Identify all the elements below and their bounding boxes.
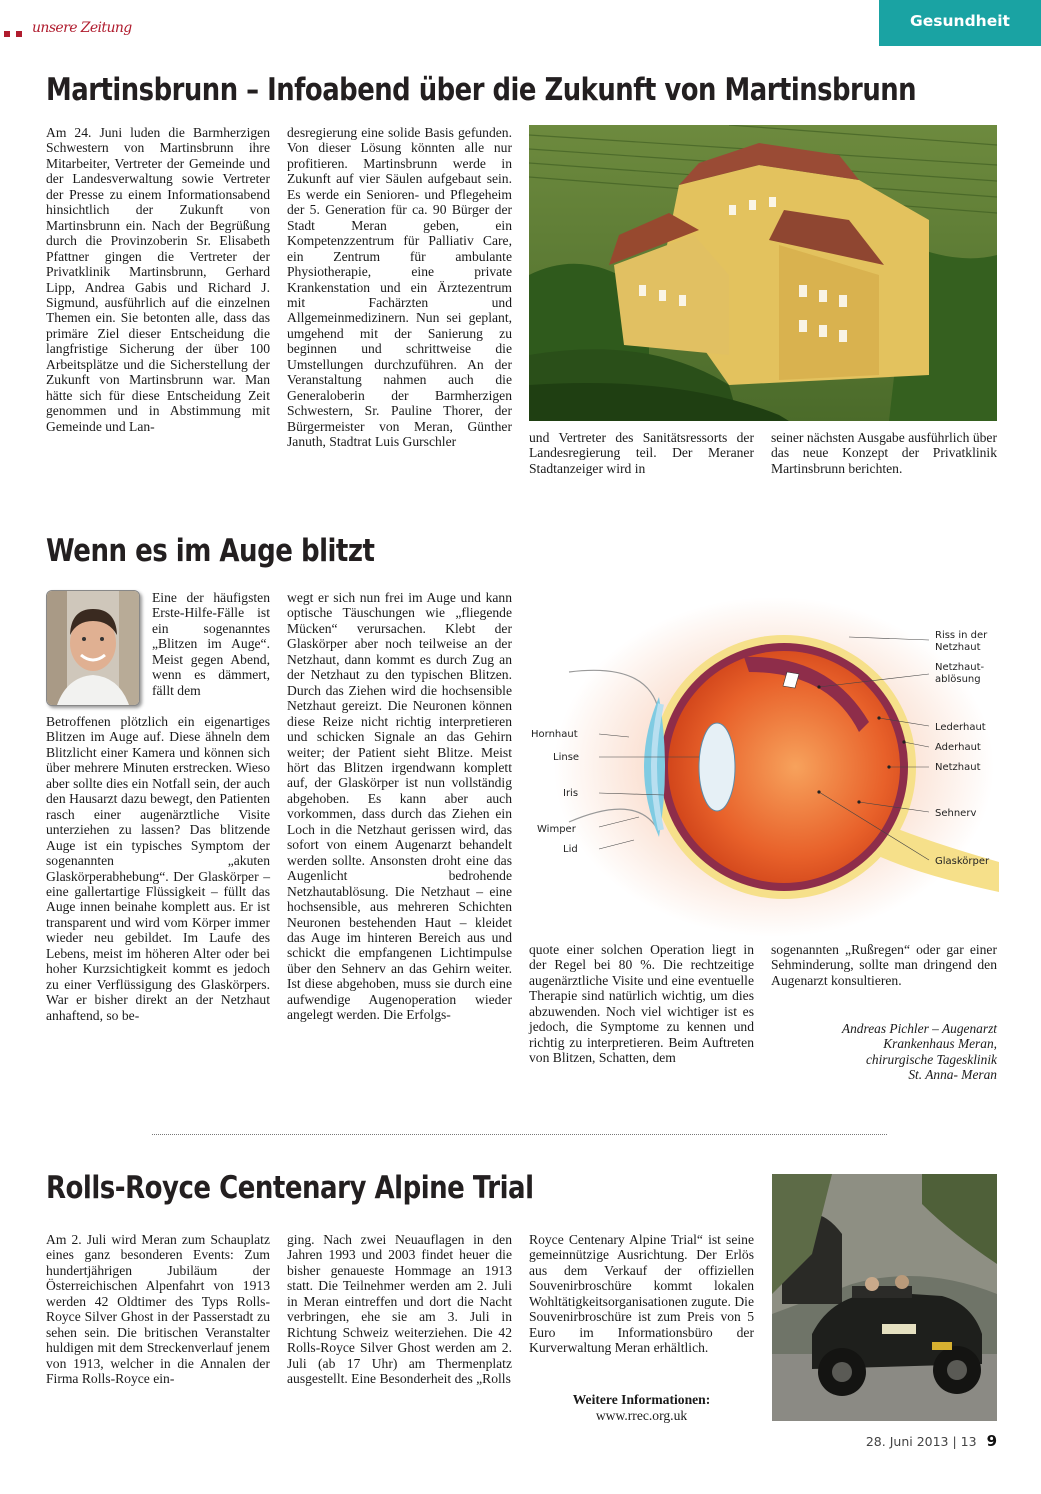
info-box — [529, 1392, 754, 1423]
label-lederhaut: Lederhaut — [935, 722, 986, 733]
logo-square-icon — [4, 31, 10, 37]
article3-col1: Am 2. Juli wird Meran zum Schauplatz eines ganz besonderen Events: Zum hundertjährigen Jubiläum der Österreichischen Alpenfahrt von 1913 werden 42 Oldtimer des Typs Rolls-Royce Silver Ghost in der Passerstadt zu sehen sein. Die britischen Veranstalter huldigen mit dem Streckenverlauf jenem von 1913, welcher in die Annalen der Firma Rolls-Royce ein- — [46, 1232, 270, 1387]
eye-diagram — [529, 592, 999, 942]
label-glaskoerper: Glaskörper — [935, 856, 990, 867]
signature-line: Krankenhaus Meran, — [883, 1036, 997, 1052]
label-aderhaut: Aderhaut — [935, 742, 981, 753]
article2-headline: Wenn es im Auge blitzt — [46, 533, 375, 569]
label-riss-1: Riss in der — [935, 630, 988, 641]
label-iris: Iris — [563, 788, 579, 799]
article1-headline: Martinsbrunn – Infoabend über die Zukunft von Martinsbrunn — [46, 72, 917, 108]
article2-signature — [771, 1021, 997, 1083]
signature-line: Andreas Pichler – Augenarzt — [841, 1021, 997, 1036]
article3-col2: ging. Nach zwei Neuauflagen in den Jahren 1993 und 2003 findet heuer die bisher genaueste Hommage an 1913 statt. Die Teilnehmer werden am 2. Juli in Meran eintreffen und dort die Nacht verbringen, ehe sie am 3. Juli in Richtung Schweiz weiterziehen. Die 42 Rolls-Royce Silver Ghost werden am 2. Juli (ab 17 Uhr) am Thermenplatz ausgestellt. Eine Besonderheit des „Rolls — [287, 1232, 512, 1387]
article1-col1: Am 24. Juni luden die Barmherzigen Schwestern von Martinsbrunn ihre Mitarbeiter, Vertreter der Gemeinde und der Landesverwaltung sowie Vertreter der Presse zu einem Informationsabend hinsichtlich der Zukunft von Martinsbrunn ein. Nach der Begrüßung durch die Provinzoberin Sr. Elisabeth Pfattner gingen die Vertreter der Privatklinik Martinsbrunn, Gerhard Lipp, Andrea Gabis und Richard J. Sigmund, ausführlich auf die einzelnen Themen ein. Sie betonten alle, dass das primäre Ziel dieser Entscheidung die langfristige Sicherung der über 100 Arbeitsplätze und die Sicherstellung der Zukunft von Martinsbrunn war. Man hätte sich für diese Entscheidung Zeit genommen und in Abstimmung mit Gemeinde und Lan- — [46, 125, 270, 434]
label-netzhaut: Netzhaut — [935, 762, 981, 773]
page-number: 9 — [986, 1432, 997, 1450]
author-portrait — [46, 590, 140, 706]
article2-col1: Betroffenen plötzlich ein eigenartiges Blitzen im Auge auf. Diese ähneln dem Blitzlicht einer Kamera und können sich über mehrere Minuten erstrecken. Wieso aber sollte dies ein Notfall sein, der auch den Hausarzt dazu bewegt, den Patienten rasch einer augenärztliche Visite unterziehen zu lassen? Das blitzende Auge ist ein typisches Symptom der sogenannten „akuten Glaskörperabhebung“. Der Glaskörper – eine gallertartige Flüssigkeit – füllt das Auge innen beinahe komplett aus. Er ist transparent und wird vom Körper immer wieder neu gebildet. Im Laufe des Lebens, meist im höheren Alter oder bei hoher Kurzsichtigkeit kommt es jedoch zu einer Verflüssigung des Glaskörpers. War er bisher direkt an der Netzhaut anhaftend, so be- — [46, 714, 270, 1023]
footer-date: 28. Juni 2013 | 13 — [865, 1434, 977, 1449]
logo-square-icon — [16, 31, 22, 37]
label-linse: Linse — [553, 752, 580, 763]
logo — [2, 20, 132, 48]
article1-col2: desregierung eine solide Basis gefunden. Von dieser Lösung könnten alle nur profitieren. Martinsbrunn werde in Zukunft auf vier Säulen aufgebaut sein. Es werde ein Senioren- und Pflegeheim der 5. Generation für ca. 90 Bürger der Stadt Meran geben, ein Kompetenzzentrum für Palliativ Care, ein Zentrum für ambulante Physiotherapie, eine private Krankenstation und ein Ärztezentrum mit Fachärzten und Allgemeinmedizinern. Nun sei geplant, umgehend mit der Sanierung zu beginnen und schrittweise die Umstellungen durchzuführen. An der Veranstaltung nahmen auch die Generaloberin der Barmherzigen Schwestern, Sr. Pauline Thorer, der Bürgermeister von Meran, Günther Januth, Stadtrat Luis Gurschler — [287, 125, 512, 450]
label-sehnerv: Sehnerv — [935, 808, 977, 819]
article3-col3: Royce Centenary Alpine Trial“ ist seine gemeinnützige Ausrichtung. Der Erlös aus dem Verkauf der offiziellen Souvenirbroschüre kommt lokalen Wohltätigkeitsorganisationen zugute. Die Souvenirbroschüre ist zum Preis von 5 Euro im Informationsbüro der Kurverwaltung Meran erhältlich. — [529, 1232, 754, 1356]
info-label: Weitere Informationen: — [572, 1392, 711, 1407]
martinsbrunn-photo — [529, 125, 997, 421]
article2-col4: sogenannten „Rußregen“ oder gar einer Sehminderung, sollte man dringend den Augenarzt konsultieren. — [771, 942, 997, 988]
section-tab — [879, 0, 1041, 46]
article1-col4: seiner nächsten Ausgabe ausführlich über das neue Konzept der Privatklinik Martinsbrunn berichten. — [771, 430, 997, 476]
rolls-royce-photo — [772, 1174, 997, 1421]
label-hornhaut: Hornhaut — [531, 729, 578, 740]
article3-headline: Rolls-Royce Centenary Alpine Trial — [46, 1170, 534, 1206]
article1-col3: und Vertreter des Sanitätsressorts der Landesregierung teil. Der Meraner Stadtanzeiger wird in — [529, 430, 754, 476]
signature-line: St. Anna- Meran — [908, 1067, 997, 1083]
label-lid: Lid — [563, 844, 578, 855]
article2-col3: quote einer solchen Operation liegt in der Regel bei 80 %. Die rechtzeitige augenärztliche Visite und eine eventuelle Therapie sind natürlich wichtig, um dies abzuwenden. Noch viel wichtiger ist es jedoch, die Symptome zu kennen und richtig zu interpretieren. Beim Auftreten von Blitzen, Schatten, dem — [529, 942, 754, 1066]
article2-col1-intro: Eine der häufigsten Erste-Hilfe-Fälle ist ein sogenanntes „Blitzen im Auge“. Meist gegen Abend, wenn es dämmert, fällt dem — [152, 590, 270, 698]
footer — [866, 1432, 997, 1450]
section-tab-label: Gesundheit — [910, 12, 1010, 30]
logo-text: unsere Zeitung — [32, 20, 132, 36]
label-abloesung-1: Netzhaut- — [935, 662, 985, 673]
section-divider — [152, 1134, 887, 1135]
label-abloesung-2: ablösung — [935, 674, 981, 685]
label-wimper: Wimper — [537, 824, 576, 835]
article2-col2: wegt er sich nun frei im Auge und kann optische Täuschungen wie „fliegende Mücken“ verursachen. Klebt der Glaskörper aber noch teilweise an der Netzhaut, dann kommt es durch Zug an der Netzhaut zu den typischen Blitzen. Durch das Ziehen wird die hochsensible Netzhaut gereizt. Die Neuronen können diese Reize nicht richtig interpretieren und schicken Signale an das Gehirn weiter; der Patient sieht Blitze. Meist hört das Blitzen irgendwann komplett auf, der Glaskörper ist nun vollständig abgehoben. Es kann aber auch vorkommen, dass durch das Ziehen ein Loch in die Netzhaut gerissen wird, das sofort von einem Augenarzt behandelt werden sollte. Ansonsten droht eine das Augenlicht bedrohende Netzhautablösung. Die Netzhaut – eine hochsensible, aus mehreren Schichten Neuronen bestehenden Haut – kleidet das Auge im hinteren Bereich aus und schickt die empfangenen Lichtimpulse über den Sehnerv an das Gehirn weiter. Ist diese abgehoben, muss sie durch eine aufwendige Augenoperation wieder angelegt werden. Die Erfolgs- — [287, 590, 512, 1023]
signature-line: chirurgische Tagesklinik — [865, 1051, 997, 1067]
label-riss-2: Netzhaut — [935, 642, 981, 653]
info-link[interactable]: www.rrec.org.uk — [595, 1407, 688, 1423]
